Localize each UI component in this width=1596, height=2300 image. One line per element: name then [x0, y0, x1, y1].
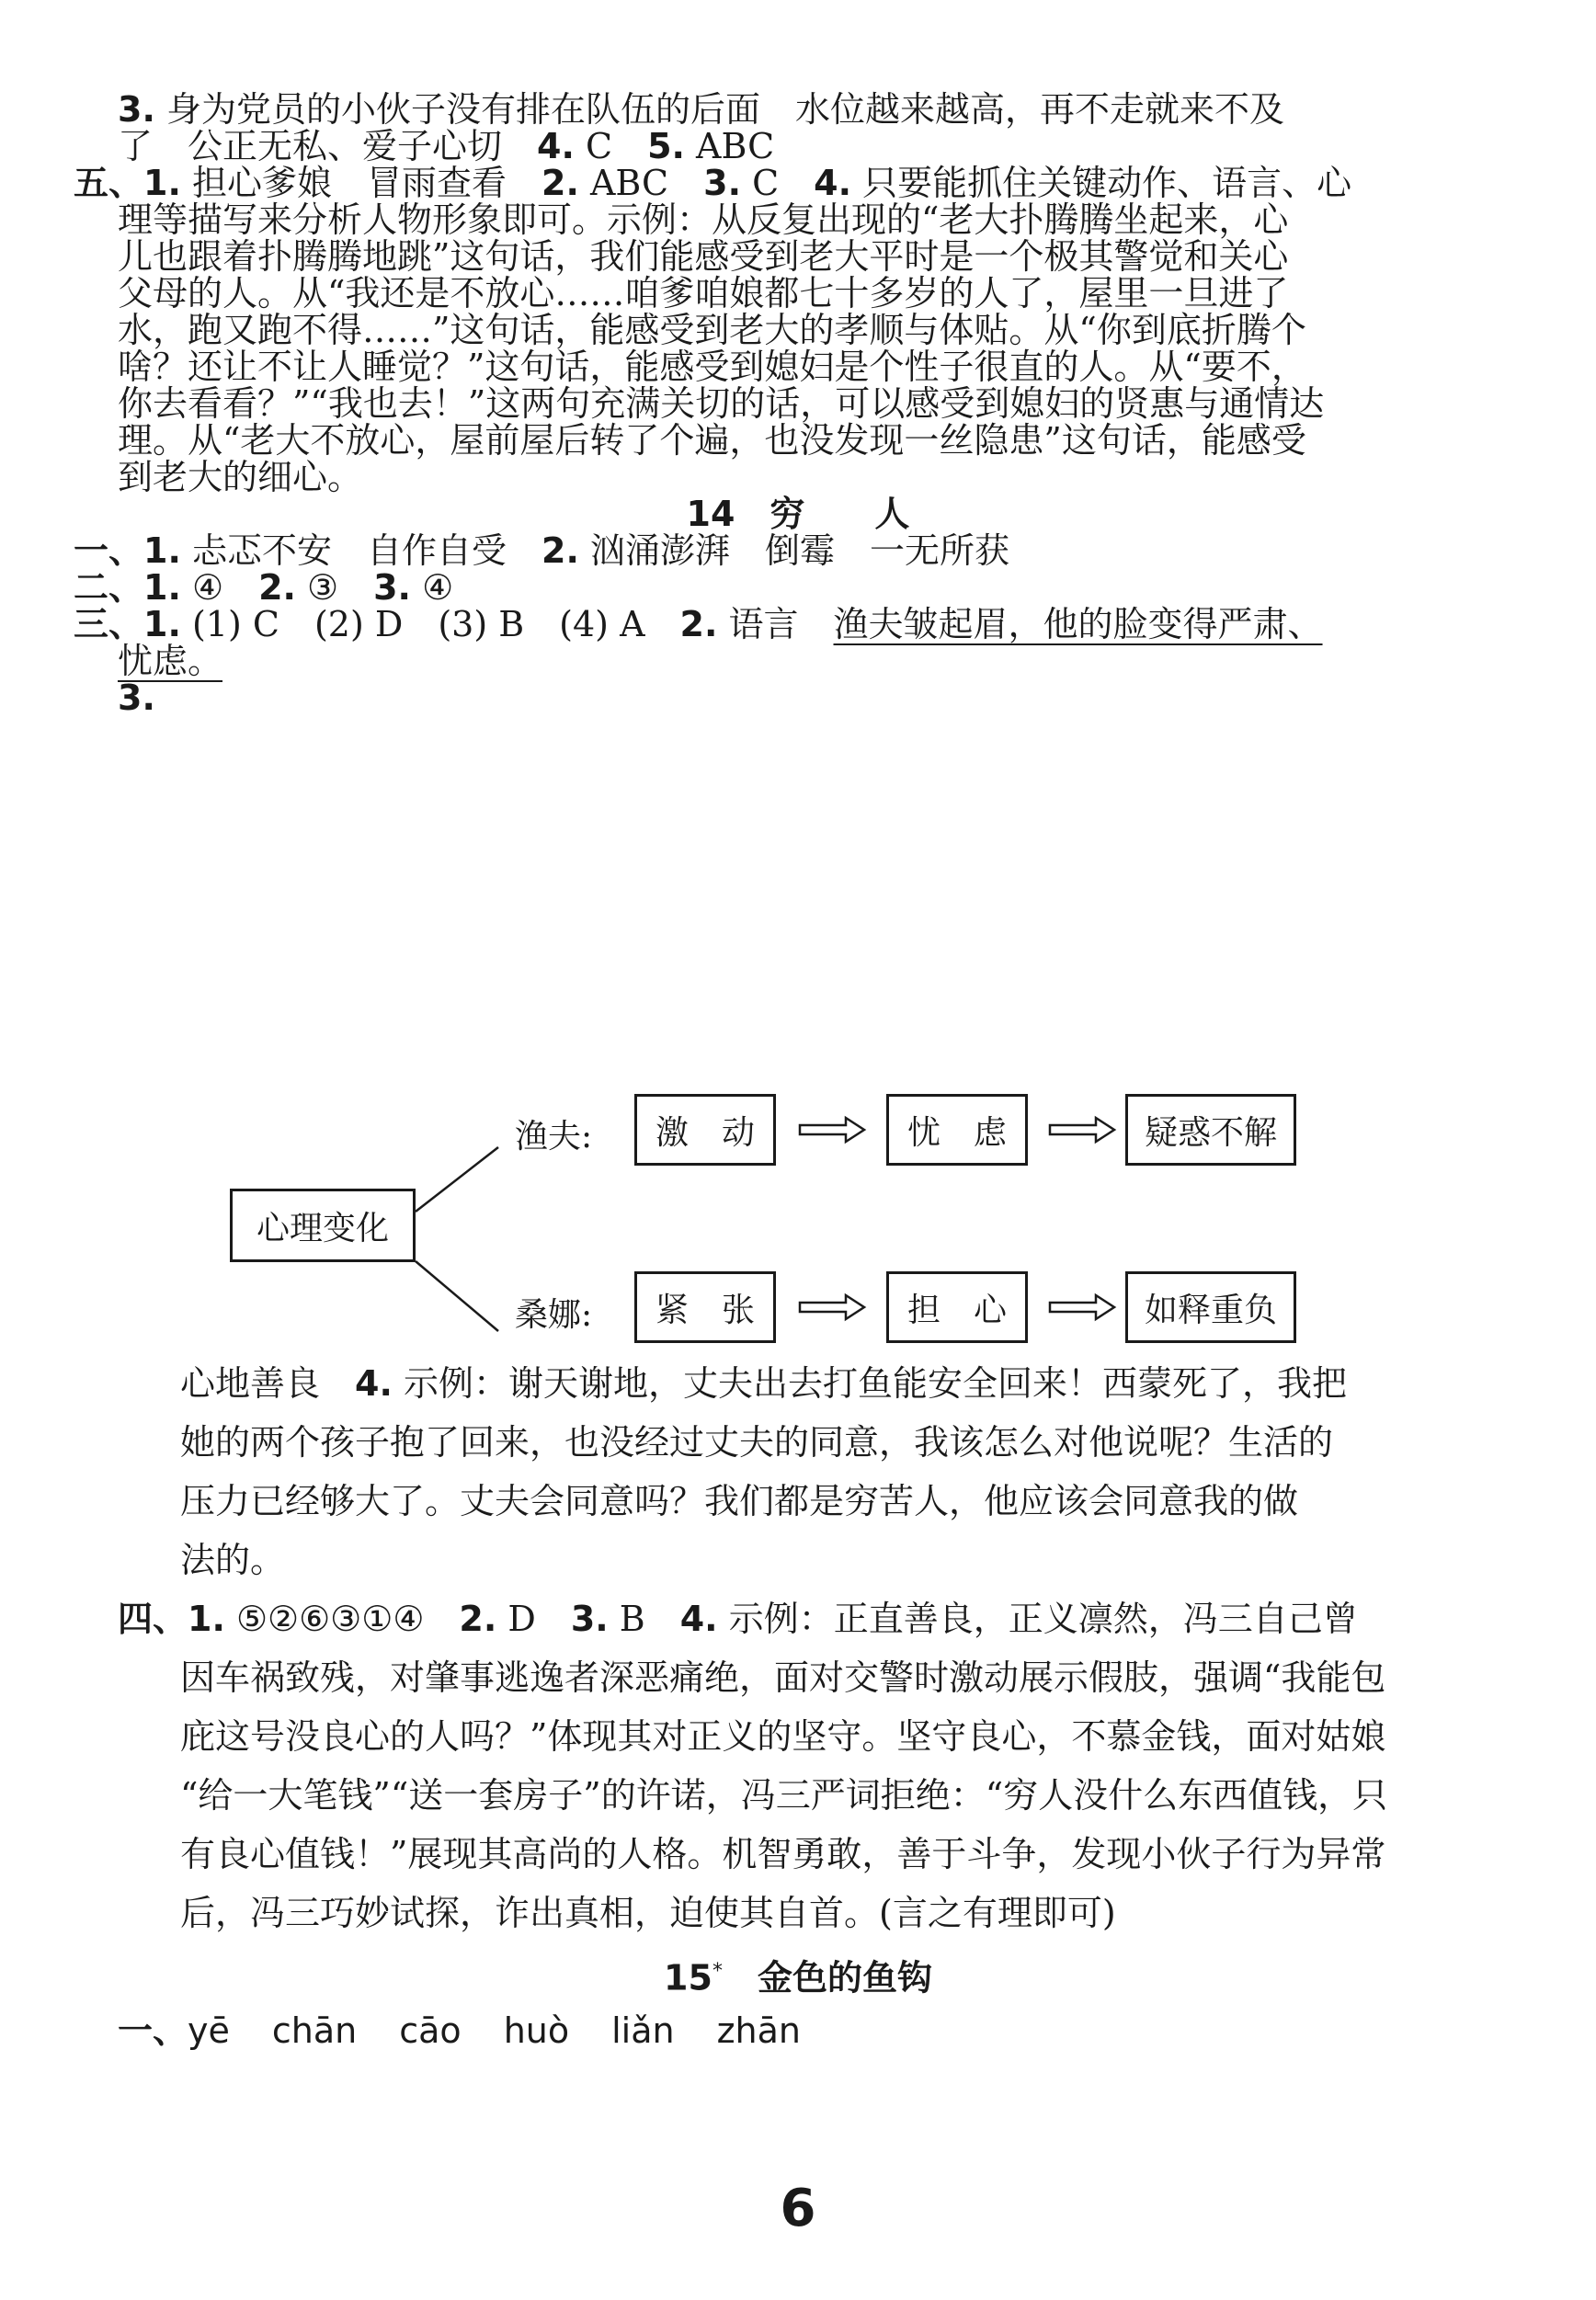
pinyin-answer: liǎn: [611, 2010, 675, 2051]
answer-line: 理。从“老大不放心，屋前屋后转了个遍，也没发现一丝隐患”这句话，能感受: [118, 420, 1306, 461]
answer-line: 了 公正无私、爱子心切 4. C 5. ABC: [118, 126, 775, 166]
lesson14-part-two: 二、1. ④ 2. ③ 3. ④: [74, 567, 454, 608]
question-number: 3.: [118, 677, 155, 718]
branch-line-bottom: [416, 1261, 498, 1331]
page-number: 6: [780, 2179, 816, 2238]
diagram-box: 忧 虑: [886, 1094, 1028, 1166]
underlined-answer: 渔夫皱起眉，他的脸变得严肃、: [833, 604, 1323, 644]
diagram-center-box: 心理变化: [230, 1189, 416, 1262]
branch-line-top: [416, 1147, 498, 1212]
arrow-icon: [800, 1295, 864, 1319]
underlined-answer: 忧虑。: [118, 641, 223, 681]
lesson-15-title: 15* 金色的鱼钩: [664, 1957, 932, 1998]
answer-line: 到老大的细心。: [118, 457, 363, 497]
pinyin-answer: chān: [271, 2010, 358, 2051]
lesson15-part-one: 一、yē chān cāo huò liǎn zhān: [118, 2010, 802, 2051]
answer-line: 因车祸致残，对肇事逃逸者深恶痛绝，面对交警时激动展示假肢，强调“我能包: [180, 1657, 1386, 1698]
answer-line: 你去看看？”“我也去！”这两句充满关切的话，可以感受到媳妇的贤惠与通情达: [118, 383, 1325, 424]
answer-line: 心地善良 4. 示例：谢天谢地，丈夫出去打鱼能安全回来！西蒙死了，我把: [180, 1363, 1347, 1404]
section-five-first-line: 五、1. 担心爹娘 冒雨查看 2. ABC 3. C 4. 只要能抓住关键动作、语言、心: [74, 163, 1352, 203]
lesson-14-title: 14 穷 人: [686, 494, 910, 534]
answer-line: 儿也跟着扑腾腾地跳”这句话，我们能感受到老大平时是一个极其警觉和关心: [118, 236, 1289, 277]
pinyin-answer: cāo: [399, 2010, 462, 2051]
answer-line: 她的两个孩子抱了回来，也没经过丈夫的同意，我该怎么对他说呢？生活的: [180, 1422, 1334, 1463]
diagram-row-label: 渔夫:: [515, 1118, 593, 1156]
answer-line: 庇这号没良心的人吗？”体现其对正义的坚守。坚守良心，不慕金钱，面对姑娘: [180, 1716, 1386, 1757]
arrow-icon: [800, 1118, 864, 1142]
diagram-box: 担 心: [886, 1271, 1028, 1343]
diagram-box: 如释重负: [1125, 1271, 1296, 1343]
answer-line: 有良心值钱！”展现其高尚的人格。机智勇敢，善于斗争，发现小伙子行为异常: [180, 1834, 1386, 1874]
pinyin-answer: yē: [188, 2010, 230, 2051]
answer-line: “给一大笔钱”“送一套房子”的许诺，冯三严词拒绝：“穷人没什么东西值钱，只: [180, 1775, 1388, 1816]
diagram-box: 紧 张: [634, 1271, 776, 1343]
answer-line: 3. 身为党员的小伙子没有排在队伍的后面 水位越来越高，再不走就来不及: [118, 89, 1284, 130]
diagram-row-label: 桑娜:: [515, 1296, 593, 1334]
answer-line: 水，跑又跑不得……”这句话，能感受到老大的孝顺与体贴。从“你到底折腾个: [118, 310, 1306, 350]
answer-line: 后，冯三巧妙试探，诈出真相，迫使其自首。(言之有理即可): [180, 1893, 1116, 1933]
arrow-icon: [1050, 1295, 1114, 1319]
lesson14-part-four: 四、1. ⑤②⑥③①④ 2. D 3. B 4. 示例：正直善良，正义凛然，冯三自己曾: [118, 1599, 1358, 1639]
diagram-box: 疑惑不解: [1125, 1094, 1296, 1166]
answer-line: 法的。: [180, 1540, 286, 1580]
answer-line: 啥？还让不让人睡觉？”这句话，能感受到媳妇是个性子很直的人。从“要不，: [118, 347, 1306, 387]
lesson14-part-three: 三、1. (1) C (2) D (3) B (4) A 2. 语言 渔夫皱起眉，他的脸变得严肃、: [74, 604, 1323, 644]
pinyin-answer: huò: [503, 2010, 570, 2051]
pinyin-answer: zhān: [716, 2010, 802, 2051]
answer-line: 父母的人。从“我还是不放心……咱爹咱娘都七十多岁的人了，屋里一旦进了: [118, 273, 1289, 313]
answer-line: 理等描写来分析人物形象即可。示例：从反复出现的“老大扑腾腾坐起来，心: [118, 199, 1289, 240]
arrow-icon: [1050, 1118, 1114, 1142]
lesson14-part-one: 一、1. 忐忑不安 自作自受 2. 汹涌澎湃 倒霉 一无所获: [74, 530, 1009, 571]
diagram-box: 激 动: [634, 1094, 776, 1166]
answer-line: 压力已经够大了。丈夫会同意吗？我们都是穷苦人，他应该会同意我的做: [180, 1481, 1299, 1521]
